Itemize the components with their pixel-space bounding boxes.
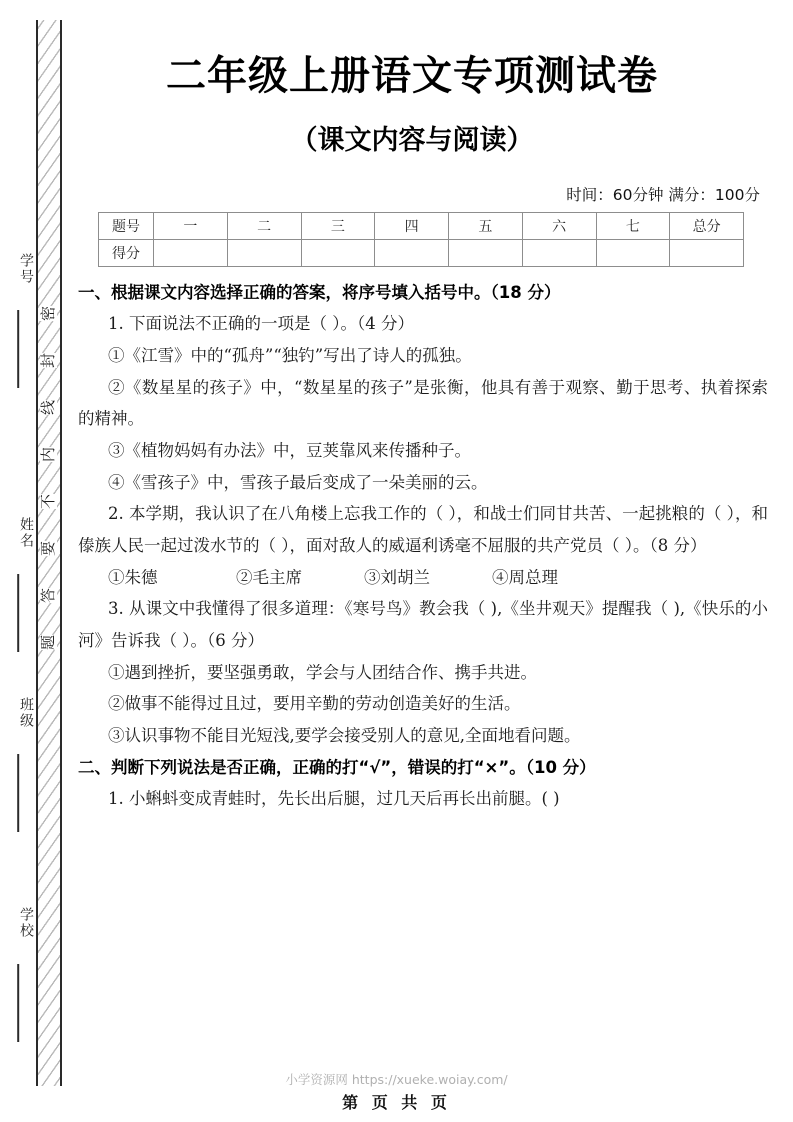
score-table-col-header: 四 [375,213,449,240]
footer-page-number: 第 页 共 页 [342,1093,451,1112]
question-1-1-option-4[interactable]: ④《雪孩子》中，雪孩子最后变成了一朵美丽的云。 [108,472,488,492]
score-cell[interactable] [596,240,670,267]
question-1-3-stem: 3. 从课文中我懂得了很多道理：《寒号鸟》教会我（ ),《坐井观天》提醒我（ ),《快乐的小河》告诉我（ ）。（6 分） [78,599,768,650]
question-1-2-option-1[interactable]: ①朱德 [108,567,158,587]
score-table-row-label: 得分 [99,240,154,267]
student-field-rule [17,754,19,832]
section-heading-2: 二、判断下列说法是否正确，正确的打“√”，错误的打“×”。（10 分） [78,757,596,777]
question-1-2-option-4[interactable]: ④周总理 [492,567,558,587]
score-cell[interactable] [449,240,523,267]
score-table-col-header: 二 [227,213,301,240]
score-table-col-header: 七 [596,213,670,240]
seal-char: 密 [39,305,58,322]
question-1-3-option-3[interactable]: ③认识事物不能目光短浅,要学会接受别人的意见,全面地看问题。 [108,726,581,745]
question-1-1-option-1[interactable]: ①《江雪》中的“孤舟”“独钓”写出了诗人的孤独。 [108,345,472,365]
seal-char: 线 [39,399,58,416]
student-field-xuehao[interactable] [0,236,36,302]
student-info-column [0,0,36,1122]
score-table-col-header: 三 [301,213,375,240]
section-heading-1: 一、根据课文内容选择正确的答案，将序号填入括号中。（18 分） [78,283,561,302]
score-cell[interactable] [154,240,228,267]
exam-meta-info: 时间：60分钟 满分：100分 [566,186,760,204]
question-body [78,282,768,815]
score-table-col-header: 一 [154,213,228,240]
student-field-xingming[interactable] [0,500,36,566]
page-subtitle: （课文内容与阅读） [290,125,534,156]
score-cell[interactable] [375,240,449,267]
student-field-rule [17,964,19,1042]
question-1-2-option-3[interactable]: ③刘胡兰 [364,567,430,587]
student-field-label: 班级 [18,697,34,729]
score-table-col-header: 五 [449,213,523,240]
score-table-row-label: 题号 [99,213,154,240]
question-1-1-stem: 1. 下面说法不正确的一项是（ ）。（4 分） [108,314,414,334]
question-1-2-stem: 2. 本学期，我认识了在八角楼上忘我工作的（ ），和战士们同甘共苦、一起挑粮的（ ），和傣族人民一起过泼水节的（ ），面对敌人的威逼利诱毫不屈服的共产党员（ ）。（8 分） [78,504,768,555]
score-cell[interactable] [301,240,375,267]
score-table-col-header: 六 [522,213,596,240]
exam-sheet [78,0,778,1122]
seal-char: 答 [39,587,58,604]
score-cell[interactable] [522,240,596,267]
question-1-2-inline-options [78,562,768,594]
score-cell[interactable] [227,240,301,267]
student-field-label: 学校 [18,907,34,939]
seal-char: 要 [39,540,58,557]
question-1-1-option-3[interactable]: ③《植物妈妈有办法》中，豆荚靠风来传播种子。 [108,440,471,460]
seal-char: 不 [39,493,58,510]
score-table-col-header: 总分 [670,213,744,240]
table-row [99,213,744,240]
student-field-rule [17,574,19,652]
seal-char: 题 [39,634,58,651]
question-1-2-option-2[interactable]: ②毛主席 [236,567,302,587]
question-1-1-option-2[interactable]: ②《数星星的孩子》中，“数星星的孩子”是张衡，他具有善于观察、勤于思考、执着探索的精神。 [78,377,768,429]
question-1-3-option-2[interactable]: ②做事不能得过且过，要用辛勤的劳动创造美好的生活。 [108,694,521,714]
question-1-3-option-1[interactable]: ①遇到挫折，要坚强勇敢，学会与人团结合作、携手共进。 [108,662,537,682]
score-table [98,212,744,267]
footer-site-credit: 小学资源网 https://xueke.woiay.com/ [285,1072,508,1087]
seal-char: 内 [39,446,58,463]
page-title: 二年级上册语文专项测试卷 [166,53,658,99]
seal-line-strip [36,20,62,1086]
student-field-banji[interactable] [0,680,36,746]
student-field-label: 姓名 [18,517,34,549]
student-field-rule [17,310,19,388]
score-cell[interactable] [670,240,744,267]
seal-char: 封 [39,352,58,369]
question-2-1-stem: 1. 小蝌蚪变成青蛙时，先长出后腿，过几天后再长出前腿。( ) [108,788,560,808]
student-field-label: 学号 [18,253,34,285]
student-field-xuexiao[interactable] [0,890,36,956]
table-row [99,240,744,267]
